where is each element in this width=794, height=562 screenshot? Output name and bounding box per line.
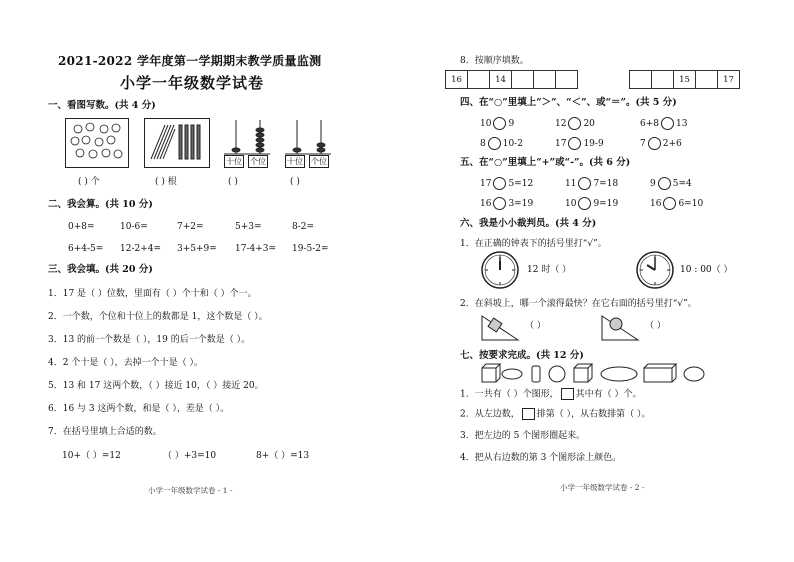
sequence-2	[630, 70, 740, 89]
seq-cell[interactable]: 16	[445, 70, 468, 89]
calc-item: 7+2=	[177, 222, 204, 232]
seq-cell[interactable]	[511, 70, 534, 89]
sticks-picture	[144, 118, 210, 168]
s1-answer-sticks[interactable]: ( ) 根	[155, 177, 177, 187]
section1-heading: 一、看图写数。(共 4 分)	[48, 100, 156, 111]
calc-item: 12-2+4=	[120, 244, 162, 254]
task-question-1: 1．一共有（ ）个图形， 其中有（ ）个。	[460, 389, 642, 400]
abacus-ones-label: 个位	[250, 157, 266, 166]
s1-answer-abacus2[interactable]: ( )	[290, 177, 300, 187]
answer-circle[interactable]	[493, 117, 506, 130]
apples-icon	[66, 119, 128, 167]
seq-cell[interactable]	[467, 70, 490, 89]
seq-cell[interactable]	[533, 70, 556, 89]
fill-question-4: 4．2 个十是（ ），去掉一个十是（ ）。	[48, 358, 204, 368]
exam-title-line1: 2021-2022 学年度第一学期期末教学质量监测	[58, 54, 322, 68]
seq-cell[interactable]: 17	[717, 70, 740, 89]
slope-cube-icon	[480, 312, 520, 346]
clock1-answer[interactable]: 12 时（ ）	[527, 265, 572, 275]
s1-answer-apples[interactable]: ( ) 个	[78, 177, 100, 187]
footer-page1: 小学一年级数学试卷 - 1 -	[148, 486, 233, 495]
answer-circle[interactable]	[568, 137, 581, 150]
calc-item: 0+8=	[68, 222, 95, 232]
answer-circle[interactable]	[663, 197, 676, 210]
answer-circle[interactable]	[648, 137, 661, 150]
seq-cell[interactable]	[695, 70, 718, 89]
sequence-1	[446, 70, 578, 89]
judge-question-2: 2．在斜坡上，哪一个滚得最快？在它右面的括号里打“√”。	[460, 299, 697, 309]
abacus-picture-1	[222, 118, 272, 166]
operator-item: 10 9=19	[565, 199, 619, 209]
seq-cell[interactable]	[651, 70, 674, 89]
answer-circle[interactable]	[493, 177, 506, 190]
section7-heading: 七、按要求完成。(共 12 分)	[460, 350, 584, 361]
task-question-2: 2．从左边数， 排第（ ），从右数排第（ ）。	[460, 409, 651, 420]
answer-circle[interactable]	[578, 197, 591, 210]
compare-item: 10 9	[480, 119, 515, 129]
calc-item: 6+4-5=	[68, 244, 104, 254]
calc-item: 8-2=	[292, 222, 315, 232]
seq-cell[interactable]	[555, 70, 578, 89]
seq-cell[interactable]: 14	[489, 70, 512, 89]
compare-item: 17 19-9	[555, 139, 604, 149]
seq-cell[interactable]: 15	[673, 70, 696, 89]
fill-question-7: 7．在括号里填上合适的数。	[48, 427, 162, 437]
judge-question-1: 1．在正确的钟表下的括号里打“√”。	[460, 239, 607, 249]
abacus-tens-label: 十位	[287, 157, 303, 166]
fill-q7-item[interactable]: 8+（ ）=13	[256, 451, 310, 461]
operator-item: 16 3=19	[480, 199, 534, 209]
fill-question-2: 2．一个数，个位和十位上的数都是 1，这个数是（ ）。	[48, 312, 268, 322]
task-question-4: 4．把从右边数的第 3 个图形涂上颜色。	[460, 453, 622, 463]
cube-box-icon	[522, 408, 535, 420]
answer-circle[interactable]	[658, 177, 671, 190]
operator-item: 16 6=10	[650, 199, 704, 209]
fill-q7-item[interactable]: 10+（ ）=12	[62, 451, 121, 461]
cube-box-icon	[561, 388, 574, 400]
q8-label: 8．按顺序填数。	[460, 56, 529, 66]
fill-q7-item[interactable]: （ ）+3=10	[163, 451, 217, 461]
footer-page2: 小学一年级数学试卷 - 2 -	[560, 483, 645, 492]
section5-heading: 五、在“○”里填上“+”或“-”。(共 6 分)	[460, 157, 631, 168]
slope-ball-icon	[600, 312, 640, 346]
clock2-answer[interactable]: 10 : 00（ ）	[680, 265, 733, 275]
calc-item: 5+3=	[235, 222, 262, 232]
answer-circle[interactable]	[661, 117, 674, 130]
section4-heading: 四、在“○”里填上“＞”、“＜”、或“＝”。(共 5 分)	[460, 97, 677, 108]
operator-item: 9 5=4	[650, 179, 692, 189]
shapes-row	[480, 362, 730, 390]
clock-10-icon	[635, 250, 675, 294]
calc-item: 17-4+3=	[235, 244, 277, 254]
exam-title-line2: 小学一年级数学试卷	[120, 74, 265, 92]
operator-item: 11 7=18	[565, 179, 619, 189]
slope1-answer[interactable]: （ ）	[525, 321, 546, 331]
calc-item: 10-6=	[120, 222, 148, 232]
section2-heading: 二、我会算。(共 10 分)	[48, 199, 153, 210]
s1-answer-abacus1[interactable]: ( )	[228, 177, 238, 187]
right-page	[430, 0, 794, 562]
calc-item: 3+5+9=	[177, 244, 217, 254]
operator-item: 17 5=12	[480, 179, 534, 189]
task-question-3: 3．把左边的 5 个图形圈起来。	[460, 431, 586, 441]
abacus-picture-2	[283, 118, 333, 166]
calc-item: 19-5-2=	[292, 244, 329, 254]
compare-item: 7 2+6	[640, 139, 682, 149]
slope2-answer[interactable]: （ ）	[645, 321, 666, 331]
answer-circle[interactable]	[488, 137, 501, 150]
answer-circle[interactable]	[568, 117, 581, 130]
section6-heading: 六、我是小小裁判员。(共 4 分)	[460, 218, 597, 229]
apples-picture	[65, 118, 129, 168]
fill-question-3: 3．13 的前一个数是（ ），19 的后一个数是（ ）。	[48, 335, 251, 345]
fill-question-6: 6．16 与 3 这两个数，和是（ ），差是（ ）。	[48, 404, 230, 414]
answer-circle[interactable]	[578, 177, 591, 190]
seq-cell[interactable]	[629, 70, 652, 89]
clock-12-icon	[480, 250, 520, 294]
sticks-icon	[145, 119, 209, 167]
answer-circle[interactable]	[493, 197, 506, 210]
compare-item: 12 20	[555, 119, 595, 129]
compare-item: 8 10-2	[480, 139, 523, 149]
abacus-ones-label: 个位	[311, 157, 327, 166]
section3-heading: 三、我会填。(共 20 分)	[48, 264, 153, 275]
abacus-tens-label: 十位	[226, 157, 242, 166]
compare-item: 6+8 13	[640, 119, 688, 129]
fill-question-1: 1．17 是（ ）位数，里面有（ ）个十和（ ）个一。	[48, 289, 257, 299]
fill-question-5: 5．13 和 17 这两个数，（ ）接近 10，（ ）接近 20。	[48, 381, 264, 391]
